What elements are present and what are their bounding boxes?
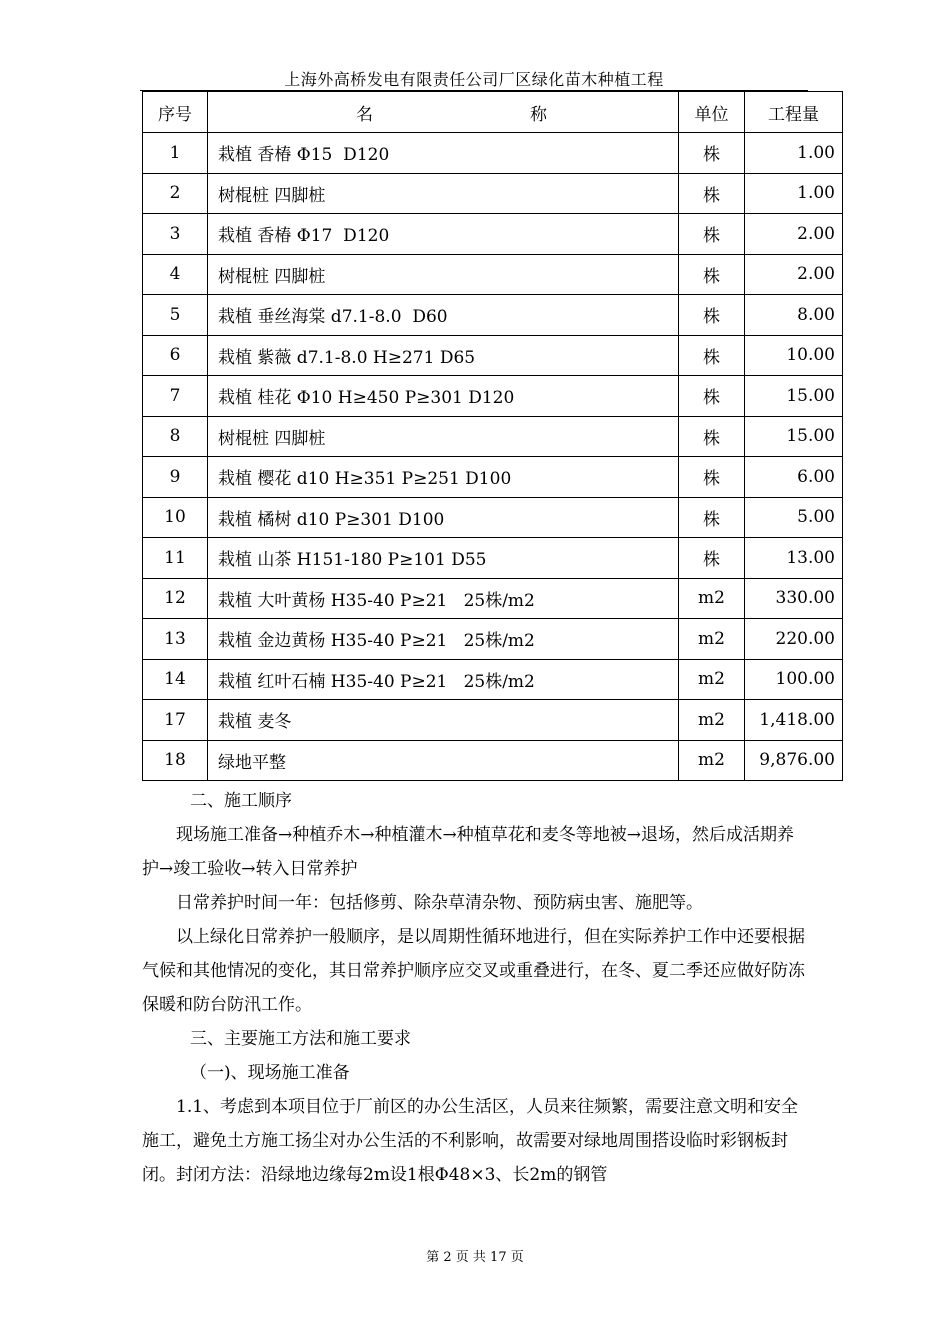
table-row	[143, 335, 843, 376]
table-row	[143, 173, 843, 214]
row-unit: m2	[679, 619, 745, 660]
row-name: 栽植 樱花 d10 H≥351 P≥251 D100	[208, 457, 679, 498]
row-no: 17	[143, 700, 208, 741]
row-no: 2	[143, 173, 208, 214]
row-unit: 株	[679, 295, 745, 336]
table-row	[143, 700, 843, 741]
row-qty: 10.00	[745, 335, 843, 376]
row-unit: 株	[679, 173, 745, 214]
row-name: 栽植 香椿 Φ15 D120	[208, 133, 679, 174]
row-qty: 15.00	[745, 376, 843, 417]
table-row	[143, 376, 843, 417]
table-header-row	[143, 92, 843, 133]
row-qty: 15.00	[745, 416, 843, 457]
row-no: 8	[143, 416, 208, 457]
row-no: 6	[143, 335, 208, 376]
row-name: 栽植 山茶 H151-180 P≥101 D55	[208, 538, 679, 579]
row-qty: 13.00	[745, 538, 843, 579]
table-row	[143, 619, 843, 660]
row-unit: m2	[679, 578, 745, 619]
row-name: 树棍桩 四脚桩	[208, 254, 679, 295]
section-title-methods: 三、主要施工方法和施工要求	[190, 1029, 411, 1049]
row-unit: 株	[679, 335, 745, 376]
paragraph-site-prep: 1.1、考虑到本项目位于厂前区的办公生活区，人员来往频繁，需要注意文明和安全施工，避免土方施工扬尘对办公生活的不利影响，故需要对绿地周围搭设临时彩钢板封闭。封闭方法：沿绿地边缘每2m设1根Φ48×3、长2m的钢管	[142, 1097, 799, 1185]
row-no: 1	[143, 133, 208, 174]
row-no: 12	[143, 578, 208, 619]
subsection-title-site-prep: （一)、现场施工准备	[190, 1063, 350, 1083]
row-no: 5	[143, 295, 208, 336]
table-row	[143, 659, 843, 700]
row-no: 18	[143, 740, 208, 781]
row-qty: 6.00	[745, 457, 843, 498]
row-qty: 2.00	[745, 214, 843, 255]
table-row	[143, 416, 843, 457]
row-name: 栽植 金边黄杨 H35-40 P≥21 25株/m2	[208, 619, 679, 660]
col-header-name: 名 称	[208, 92, 679, 133]
row-no: 11	[143, 538, 208, 579]
row-name: 栽植 橘树 d10 P≥301 D100	[208, 497, 679, 538]
row-qty: 100.00	[745, 659, 843, 700]
table-row	[143, 214, 843, 255]
paragraph-maintenance-period: 日常养护时间一年：包括修剪、除杂草清杂物、预防病虫害、施肥等。	[176, 893, 703, 913]
table-row	[143, 578, 843, 619]
col-header-no: 序号	[143, 92, 208, 133]
row-name: 绿地平整	[208, 740, 679, 781]
row-qty: 330.00	[745, 578, 843, 619]
table-row	[143, 740, 843, 781]
row-name: 栽植 桂花 Φ10 H≥450 P≥301 D120	[208, 376, 679, 417]
page-footer: 第 2 页 共 17 页	[426, 1250, 524, 1265]
row-qty: 220.00	[745, 619, 843, 660]
row-no: 9	[143, 457, 208, 498]
row-qty: 1.00	[745, 173, 843, 214]
row-qty: 9,876.00	[745, 740, 843, 781]
row-unit: m2	[679, 659, 745, 700]
row-name: 栽植 大叶黄杨 H35-40 P≥21 25株/m2	[208, 578, 679, 619]
row-unit: 株	[679, 133, 745, 174]
row-name: 栽植 垂丝海棠 d7.1-8.0 D60	[208, 295, 679, 336]
row-unit: 株	[679, 376, 745, 417]
row-no: 3	[143, 214, 208, 255]
row-qty: 1.00	[745, 133, 843, 174]
col-header-name-left: 名	[356, 104, 373, 125]
page-header-title: 上海外高桥发电有限责任公司厂区绿化苗木种植工程	[284, 70, 664, 89]
row-no: 13	[143, 619, 208, 660]
row-name: 栽植 香椿 Φ17 D120	[208, 214, 679, 255]
row-name: 树棍桩 四脚桩	[208, 173, 679, 214]
row-unit: m2	[679, 740, 745, 781]
row-name: 栽植 紫薇 d7.1-8.0 H≥271 D65	[208, 335, 679, 376]
row-name: 树棍桩 四脚桩	[208, 416, 679, 457]
row-no: 10	[143, 497, 208, 538]
section-title-construction-sequence: 二、施工顺序	[190, 791, 292, 811]
col-header-unit: 单位	[679, 92, 745, 133]
paragraph-maintenance-order: 以上绿化日常养护一般顺序，是以周期性循环地进行，但在实际养护工作中还要根据气候和其他情况的变化，其日常养护顺序应交叉或重叠进行，在冬、夏二季还应做好防冻保暖和防台防汛工作。	[142, 927, 805, 1015]
table-body	[143, 133, 843, 781]
paragraph-sequence: 现场施工准备→种植乔木→种植灌木→种植草花和麦冬等地被→退场，然后成活期养护→竣工验收→转入日常养护	[142, 825, 794, 879]
row-unit: 株	[679, 416, 745, 457]
table-row	[143, 497, 843, 538]
quantity-table	[142, 91, 843, 781]
row-unit: m2	[679, 700, 745, 741]
row-unit: 株	[679, 457, 745, 498]
row-qty: 5.00	[745, 497, 843, 538]
table-row	[143, 254, 843, 295]
row-no: 4	[143, 254, 208, 295]
table-row	[143, 538, 843, 579]
row-name: 栽植 红叶石楠 H35-40 P≥21 25株/m2	[208, 659, 679, 700]
row-unit: 株	[679, 538, 745, 579]
table-row	[143, 457, 843, 498]
table-row	[143, 295, 843, 336]
row-qty: 2.00	[745, 254, 843, 295]
row-qty: 8.00	[745, 295, 843, 336]
row-name: 栽植 麦冬	[208, 700, 679, 741]
body-text	[142, 784, 810, 1192]
row-no: 14	[143, 659, 208, 700]
row-qty: 1,418.00	[745, 700, 843, 741]
col-header-qty: 工程量	[745, 92, 843, 133]
row-unit: 株	[679, 254, 745, 295]
row-no: 7	[143, 376, 208, 417]
row-unit: 株	[679, 214, 745, 255]
row-unit: 株	[679, 497, 745, 538]
table-row	[143, 133, 843, 174]
